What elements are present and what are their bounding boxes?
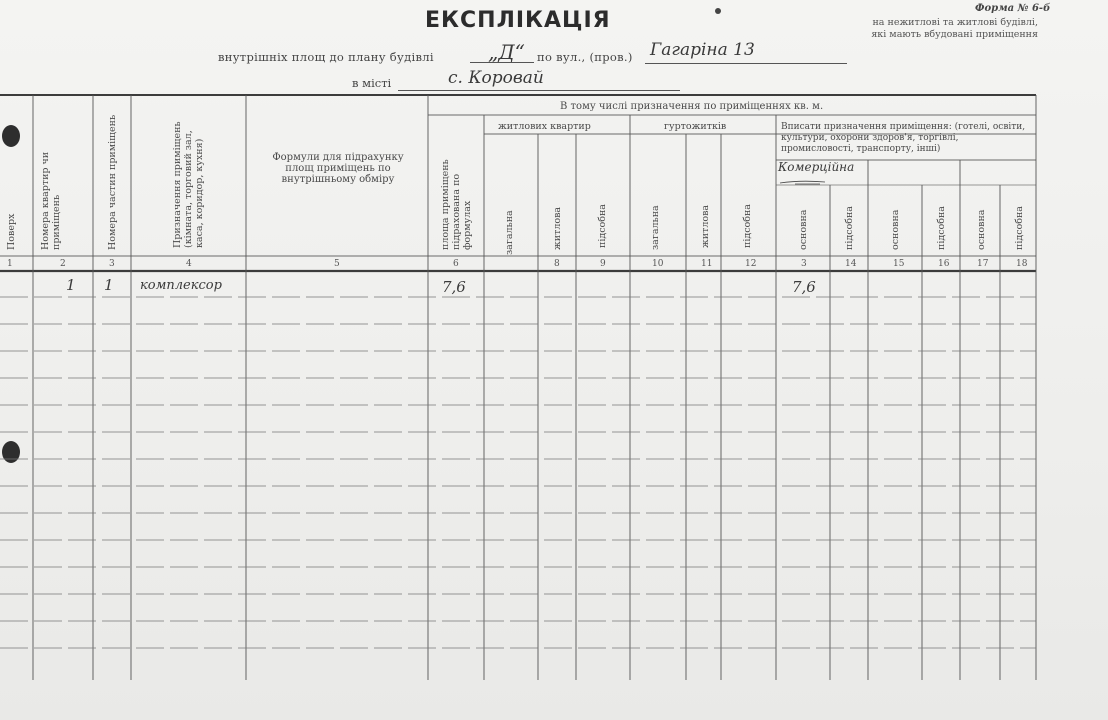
- dormitory-header: гуртожитків: [664, 121, 727, 132]
- document-title: ЕКСПЛІКАЦІЯ: [425, 8, 611, 33]
- col-other2-main-header: основна: [890, 209, 901, 250]
- row1-purpose: комплексор: [140, 278, 222, 293]
- col-area-header: площа приміщень підрахована по формулах: [440, 159, 473, 250]
- col-apartment-header: Номера квартир чи приміщень: [40, 151, 62, 250]
- street-value: Гагаріна 13: [650, 40, 755, 60]
- row1-part-number: 1: [104, 276, 114, 294]
- group-header: В тому числі призначення по приміщеннях кв. м.: [560, 101, 824, 112]
- col-residential-total-header: загальна: [504, 210, 515, 255]
- col-number: 9: [600, 259, 606, 269]
- col-number: 2: [60, 259, 66, 269]
- col-number: 6: [453, 259, 459, 269]
- col-dorm-total-header: загальна: [650, 205, 661, 250]
- col-other3-main-header: основна: [976, 209, 987, 250]
- row1-apartment-number: 1: [66, 276, 76, 294]
- col-formula-header: Формули для підрахунку площ приміщень по внутрішньому обміру: [272, 152, 404, 185]
- row1-commercial-main: 7,6: [792, 278, 816, 296]
- col-number: 3: [109, 259, 115, 269]
- col-purpose-header: Призначення приміщень (кімната, торговий зал, каса, коридор, кухня): [172, 121, 205, 248]
- other-purpose-written: Комерційна: [778, 160, 855, 174]
- form-description-line-2: які мають вбудовані приміщення: [871, 29, 1038, 40]
- col-residential-living-header: житлова: [552, 206, 563, 250]
- col-part-header: Номера частин приміщень: [107, 114, 118, 250]
- col-dorm-aux-header: підсобна: [742, 204, 753, 248]
- form-description-line-1: на нежитлові та житлові будівлі,: [872, 17, 1038, 28]
- col-number: 14: [845, 259, 857, 269]
- col-dorm-living-header: житлова: [700, 204, 711, 248]
- subtitle-part-1: внутрішніх площ до плану будівлі: [218, 50, 434, 64]
- col-other2-aux-header: підсобна: [936, 206, 947, 250]
- col-number: 11: [701, 259, 713, 269]
- col-number: 16: [938, 259, 950, 269]
- col-number: 3: [801, 259, 807, 269]
- col-number: 10: [652, 259, 664, 269]
- subtitle-part-2: по вул., (пров.): [537, 50, 633, 64]
- col-number: 8: [554, 259, 560, 269]
- col-other1-aux-header: підсобна: [844, 206, 855, 250]
- form-number: Форма № 6-б: [975, 3, 1051, 14]
- col-other1-main-header: основна: [798, 209, 809, 250]
- col-number: 12: [745, 259, 757, 269]
- col-number: 1: [7, 259, 13, 269]
- residential-header: житлових квартир: [498, 121, 591, 132]
- city-label: в місті: [352, 76, 392, 90]
- col-number: 15: [893, 259, 905, 269]
- row1-area: 7,6: [442, 278, 466, 296]
- col-residential-aux-header: підсобна: [597, 204, 608, 248]
- col-number: 17: [977, 259, 989, 269]
- other-purpose-header: Вписати призначення приміщення: (готелі, освіти, культури, охорони здоров'я, торгівлі, промисловості, транспорту, інші): [781, 122, 1026, 154]
- col-number: 5: [334, 259, 340, 269]
- city-value: с. Коровай: [448, 68, 544, 88]
- col-other3-aux-header: підсобна: [1014, 206, 1025, 250]
- col-number: 4: [186, 259, 192, 269]
- col-number: 18: [1016, 259, 1028, 269]
- col-floor-header: Поверх: [6, 213, 17, 250]
- building-letter: „Д“: [488, 40, 525, 64]
